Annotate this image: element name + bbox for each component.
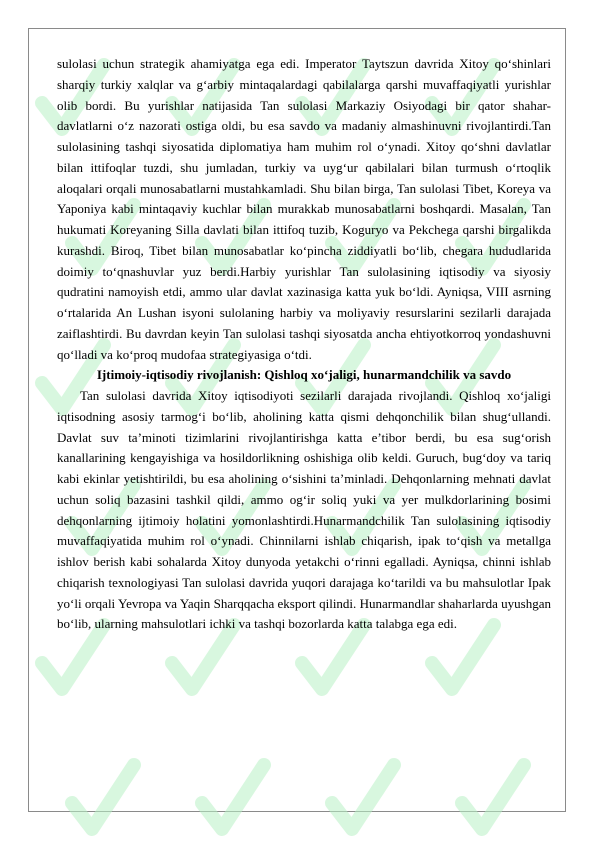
paragraph-foreign-policy: sulolasi uchun strategik ahamiyatga ega edi. Imperator Taytszun davrida Xitoy qo‘shinlari sharqiy turkiy xalqlar va g‘arbiy mintaqalardagi qabilalarga qarshi muvaffaqiyatli yurishlar olib bordi. Bu yurishlar natijasida Tan sulolasi Markaziy Osiyodagi bir qator shahar-davlatlarni o‘z nazorati ostiga oldi, bu esa savdo va madaniy almashinuvni rivojlantirdi.Tan sulolasining tashqi siyosatida diplomatiya ham muhim rol o‘ynadi. Xitoy qo‘shni davlatlar bilan ittifoqlar tuzdi, shu jumladan, turkiy va uyg‘ur qabilalari bilan turmush o‘rtoqlik aloqalari orqali munosabatlarni mustahkamladi. Shu bilan birga, Tan sulolasi Tibet, Koreya va Yaponiya kabi mintaqaviy kuchlar bilan murakkab munosabatlarni boshqardi. Masalan, Tan hukumati Koreyaning Silla davlati bilan ittifoq tuzib, Koguryo va Pekchega qarshi birgalikda kurashdi. Biroq, Tibet bilan munosabatlar ko‘pincha ziddiyatli bo‘lib, chegara hududlarida doimiy to‘qnashuvlar yuz berdi.Harbiy yurishlar Tan sulolasining iqtisodiy va siyosiy qudratini namoyish etdi, ammo ular davlat xazinasiga katta yuk bo‘ldi. Ayniqsa, VIII asrning o‘rtalarida An Lushan isyoni sulolaning harbiy va moliyaviy resurslarini sezilarli darajada zaiflashtirdi. Bu davrdan keyin Tan sulolasi tashqi siyosatda ancha ehtiyotkorroq yondashuvni qo‘lladi va ko‘proq mudofaa strategiyasiga o‘tdi. — [57, 56, 551, 362]
document-body — [57, 54, 551, 635]
paragraph-economy: Tan sulolasi davrida Xitoy iqtisodiyoti sezilarli darajada rivojlandi. Qishloq xo‘jaligi iqtisodning asosiy tarmog‘i bo‘lib, aholining katta qismi dehqonchilik bilan shug‘ullandi. Davlat suv ta’minoti tizimlarini rivojlantirishga katta e’tibor berdi, bu esa sug‘orish kanallarining kengayishiga va hosildorlikning oshishiga olib keldi. Guruch, bug‘doy va tariq kabi ekinlar yetishtirildi, bu esa aholining o‘sishini ta’minladi. Dehqonlarning mehnati davlat uchun soliq bazasini tashkil qildi, ammo og‘ir soliq yuki va yer mulkdorlarining bosimi dehqonlarning ijtimoiy holatini yomonlashtirdi.Hunarmandchilik Tan sulolasining iqtisodiy muvaffaqiyatida muhim rol o‘ynadi. Chinnilarni ishlab chiqarish, ipak to‘qish va metallga ishlov berish kabi sohalarda Xitoy dunyoda yetakchi o‘rinni egalladi. Ayniqsa, chinni ishlab chiqarish texnologiyasi Tan sulolasi davrida yuqori darajaga ko‘tarildi va bu mahsulotlar Ipak yo‘li orqali Yevropa va Yaqin Sharqqacha eksport qilindi. Hunarmandlar shaharlarda uyushgan bo‘lib, ularning mahsulotlari ichki va tashqi bozorlarda katta talabga ega edi. — [57, 388, 551, 632]
section-heading: Ijtimoiy-iqtisodiy rivojlanish: Qishloq xo‘jaligi, hunarmandchilik va savdo — [96, 367, 512, 383]
